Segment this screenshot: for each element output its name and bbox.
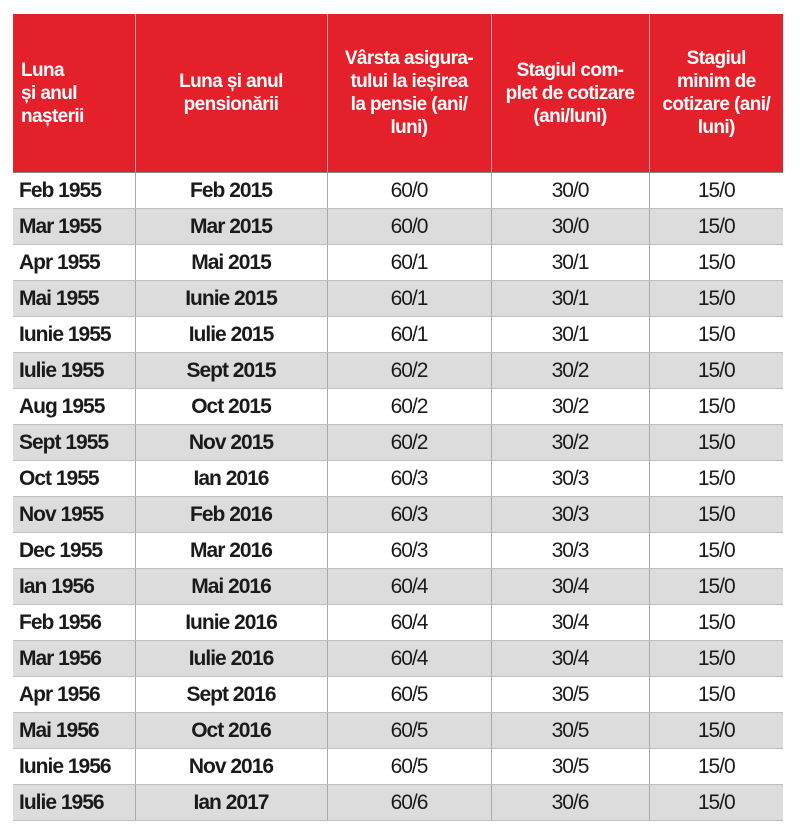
cell-birth-month: Feb 1956 [13, 605, 135, 641]
cell-full-contribution: 30/1 [491, 317, 649, 353]
cell-minimum-contribution: 15/0 [649, 245, 783, 281]
cell-retirement-month: Feb 2016 [135, 497, 327, 533]
cell-full-contribution: 30/5 [491, 677, 649, 713]
table-row [13, 173, 783, 209]
cell-full-contribution: 30/2 [491, 389, 649, 425]
table-row [13, 533, 783, 569]
cell-birth-month: Iunie 1955 [13, 317, 135, 353]
cell-birth-month: Iunie 1956 [13, 749, 135, 785]
cell-retirement-age: 60/4 [327, 605, 491, 641]
cell-minimum-contribution: 15/0 [649, 677, 783, 713]
cell-minimum-contribution: 15/0 [649, 209, 783, 245]
table-row [13, 497, 783, 533]
cell-full-contribution: 30/5 [491, 713, 649, 749]
cell-full-contribution: 30/6 [491, 785, 649, 821]
cell-full-contribution: 30/2 [491, 425, 649, 461]
cell-retirement-age: 60/2 [327, 353, 491, 389]
cell-full-contribution: 30/1 [491, 245, 649, 281]
table-row [13, 569, 783, 605]
cell-minimum-contribution: 15/0 [649, 317, 783, 353]
cell-minimum-contribution: 15/0 [649, 641, 783, 677]
cell-retirement-month: Iunie 2015 [135, 281, 327, 317]
cell-full-contribution: 30/0 [491, 173, 649, 209]
cell-retirement-month: Sept 2016 [135, 677, 327, 713]
table-row [13, 677, 783, 713]
cell-minimum-contribution: 15/0 [649, 713, 783, 749]
cell-birth-month: Feb 1955 [13, 173, 135, 209]
cell-birth-month: Mar 1956 [13, 641, 135, 677]
table-row [13, 353, 783, 389]
cell-retirement-age: 60/0 [327, 209, 491, 245]
cell-retirement-age: 60/4 [327, 641, 491, 677]
table-row [13, 749, 783, 785]
cell-retirement-month: Mai 2015 [135, 245, 327, 281]
cell-retirement-month: Feb 2015 [135, 173, 327, 209]
cell-retirement-age: 60/5 [327, 713, 491, 749]
cell-retirement-age: 60/3 [327, 533, 491, 569]
header-minimum-contribution: Stagiul minim de cotizare (ani/ luni) [649, 14, 783, 173]
cell-retirement-month: Ian 2017 [135, 785, 327, 821]
cell-full-contribution: 30/3 [491, 461, 649, 497]
table-row [13, 641, 783, 677]
cell-minimum-contribution: 15/0 [649, 497, 783, 533]
table-row [13, 785, 783, 821]
table-row [13, 425, 783, 461]
header-full-contribution: Stagiul com- plet de cotizare (ani/luni) [491, 14, 649, 173]
cell-retirement-month: Nov 2016 [135, 749, 327, 785]
cell-retirement-age: 60/1 [327, 317, 491, 353]
cell-retirement-age: 60/1 [327, 245, 491, 281]
cell-retirement-age: 60/2 [327, 425, 491, 461]
header-retirement-age: Vârsta asigura- tului la ieșirea la pensie (ani/ luni) [327, 14, 491, 173]
cell-birth-month: Oct 1955 [13, 461, 135, 497]
cell-birth-month: Mai 1956 [13, 713, 135, 749]
cell-minimum-contribution: 15/0 [649, 353, 783, 389]
pension-table [13, 14, 783, 821]
table-row [13, 281, 783, 317]
cell-birth-month: Ian 1956 [13, 569, 135, 605]
cell-retirement-age: 60/2 [327, 389, 491, 425]
cell-retirement-month: Iunie 2016 [135, 605, 327, 641]
header-retirement-month: Luna și anul pensionării [135, 14, 327, 173]
header-row [13, 14, 783, 173]
cell-retirement-age: 60/5 [327, 749, 491, 785]
cell-retirement-age: 60/0 [327, 173, 491, 209]
cell-retirement-month: Mar 2016 [135, 533, 327, 569]
cell-birth-month: Apr 1956 [13, 677, 135, 713]
cell-full-contribution: 30/3 [491, 533, 649, 569]
cell-birth-month: Iulie 1955 [13, 353, 135, 389]
cell-full-contribution: 30/0 [491, 209, 649, 245]
cell-retirement-age: 60/5 [327, 677, 491, 713]
cell-minimum-contribution: 15/0 [649, 389, 783, 425]
cell-retirement-month: Sept 2015 [135, 353, 327, 389]
cell-birth-month: Nov 1955 [13, 497, 135, 533]
table-row [13, 461, 783, 497]
cell-minimum-contribution: 15/0 [649, 749, 783, 785]
cell-retirement-age: 60/3 [327, 461, 491, 497]
cell-birth-month: Aug 1955 [13, 389, 135, 425]
cell-birth-month: Dec 1955 [13, 533, 135, 569]
cell-retirement-age: 60/3 [327, 497, 491, 533]
cell-minimum-contribution: 15/0 [649, 605, 783, 641]
cell-minimum-contribution: 15/0 [649, 425, 783, 461]
cell-birth-month: Mai 1955 [13, 281, 135, 317]
cell-retirement-month: Oct 2015 [135, 389, 327, 425]
cell-retirement-month: Oct 2016 [135, 713, 327, 749]
cell-birth-month: Mar 1955 [13, 209, 135, 245]
cell-full-contribution: 30/2 [491, 353, 649, 389]
cell-retirement-month: Ian 2016 [135, 461, 327, 497]
cell-minimum-contribution: 15/0 [649, 785, 783, 821]
cell-retirement-age: 60/6 [327, 785, 491, 821]
cell-full-contribution: 30/4 [491, 641, 649, 677]
cell-retirement-age: 60/4 [327, 569, 491, 605]
cell-retirement-month: Mai 2016 [135, 569, 327, 605]
cell-full-contribution: 30/4 [491, 569, 649, 605]
cell-minimum-contribution: 15/0 [649, 281, 783, 317]
cell-retirement-month: Iulie 2016 [135, 641, 327, 677]
cell-birth-month: Sept 1955 [13, 425, 135, 461]
cell-minimum-contribution: 15/0 [649, 569, 783, 605]
cell-full-contribution: 30/5 [491, 749, 649, 785]
table-header [13, 14, 783, 173]
cell-retirement-age: 60/1 [327, 281, 491, 317]
table-body [13, 173, 783, 821]
cell-minimum-contribution: 15/0 [649, 533, 783, 569]
cell-full-contribution: 30/1 [491, 281, 649, 317]
cell-minimum-contribution: 15/0 [649, 173, 783, 209]
table-row [13, 605, 783, 641]
table-row [13, 713, 783, 749]
cell-birth-month: Apr 1955 [13, 245, 135, 281]
header-birth-month: Luna și anul nașterii [13, 14, 135, 173]
table-row [13, 317, 783, 353]
cell-retirement-month: Nov 2015 [135, 425, 327, 461]
cell-minimum-contribution: 15/0 [649, 461, 783, 497]
cell-full-contribution: 30/3 [491, 497, 649, 533]
cell-retirement-month: Iulie 2015 [135, 317, 327, 353]
cell-birth-month: Iulie 1956 [13, 785, 135, 821]
table-row [13, 209, 783, 245]
cell-full-contribution: 30/4 [491, 605, 649, 641]
table-row [13, 245, 783, 281]
cell-retirement-month: Mar 2015 [135, 209, 327, 245]
pension-table-container [13, 14, 783, 828]
table-row [13, 389, 783, 425]
